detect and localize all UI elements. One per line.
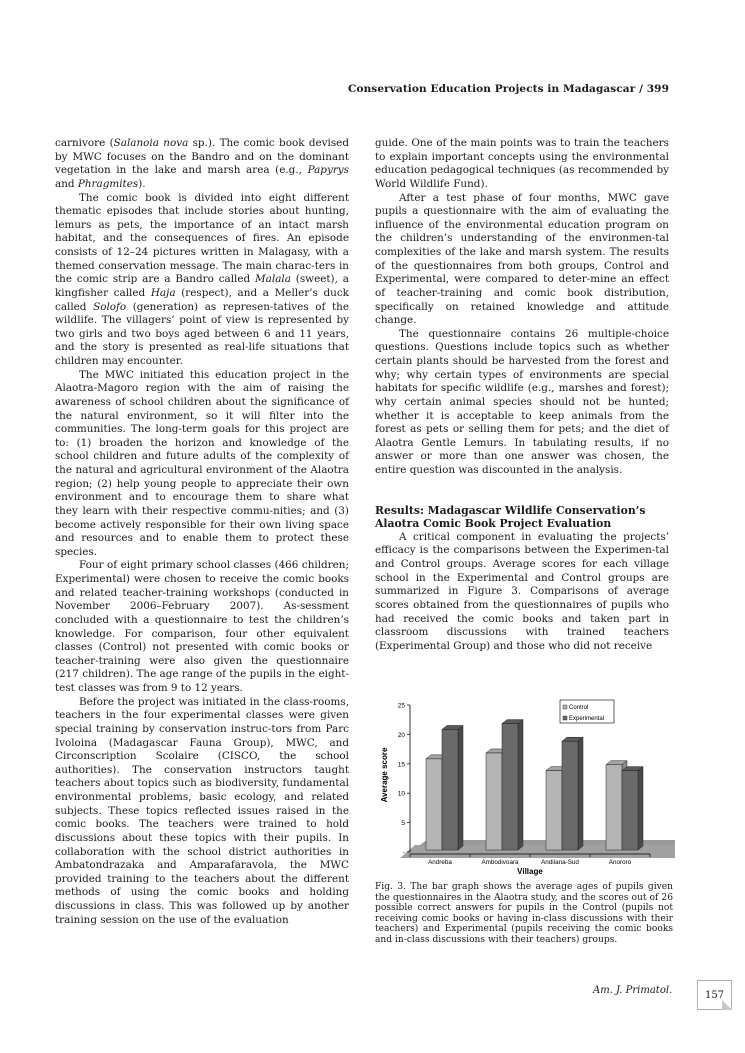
bar-experimental [562,741,578,850]
x-tick-label: Andilana-Sud [541,859,579,866]
right-column [375,137,669,653]
chart-canvas [375,697,675,879]
page-number-tab [697,980,732,1010]
paragraph: Before the project was initiated in the class-rooms, teachers in the four experimental classes were given special training by conservation instruc-tors from Parc Ivoloina (Madagascar Fauna Group), MWC, and Circonscription Scolaire (CISCO, the school authorities). The conservation instructors taught teachers about topics such as biodiversity, fundamental environmental problems, basic ecology, and related subjects. These topics reflected issues raised in the comic books. The teachers were trained to hold discussions about these topics with their pupils. In collaboration with the school district authorities in Ambatondrazaka and Amparafaravola, the MWC provided training to the teachers about the different methods of using the comic books and holding discussions in class. This was followed up by another training session on the use of the evaluation [55,695,349,926]
figure-caption: Fig. 3. The bar graph shows the average ages of pupils given the questionnaires in the Alaotra study, and the scores out of 26 possible correct answers for pupils in the Control (pupils not receiving comic books or having in-class discussions with their teachers) and Experimental (pupils receiving the comic books and in-class discussions with their teachers) groups. [375,882,673,945]
paragraph: Four of eight primary school classes (466 children; Experimental) were chosen to receive the comic books and related teacher-training workshops (conducted in November 2006–February 2007). As-sessment concluded with a questionnaire to test the children’s knowledge. For comparison, four other equivalent classes (Control) not presented with comic books or teacher-training were also given the questionnaire (217 children). The age range of the pupils in the eight-test classes was from 9 to 12 years. [55,559,349,694]
x-axis-label: Village [517,867,543,876]
running-head: Conservation Education Projects in Madagascar / 399 [348,83,669,95]
x-tick-label: Andreba [428,859,452,866]
y-tick-label: 20 [397,731,405,739]
y-tick-label: 10 [397,790,405,798]
bar-control [486,753,502,850]
paragraph: guide. One of the main points was to train the teachers to explain important concepts using the environmental education pedagogical techniques (as recommended by World Wildlife Fund). [375,137,669,190]
y-tick-label: 25 [397,702,405,710]
bar-experimental [502,724,518,850]
bar-control [606,765,622,850]
x-tick-label: Ambodivoara [481,859,519,866]
y-tick-label: 15 [397,761,405,769]
bar-experimental [442,729,458,850]
section-heading: Results: Madagascar Wildlife Conservation’s Alaotra Comic Book Project Evaluation [375,503,646,531]
y-axis-label: Average score [380,747,389,803]
legend-label: Control [569,705,589,711]
left-column [55,137,349,927]
paragraph: carnivore (Salanoia nova sp.). The comic book devised by MWC focuses on the Bandro and on the dominant vegetation in the lake and marsh area (e.g., Papyrys and Phragmites). [55,137,349,190]
bar-side [578,737,583,850]
bar-control [546,771,562,850]
bar-experimental [622,771,638,850]
paragraph: The comic book is divided into eight different thematic episodes that include stories about hunting, lemurs as pets, the importance of an intact marsh habitat, and the consequences of fires. An episode consists of 12–24 pictures written in Malagasy, with a themed conservation message. The main charac-ters in the comic strip are a Bandro called Malala (sweet), a kingfisher called Haja (respect), and a Meller’s duck called Solofo (generation) as represen-tatives of the wildlife. The villagers’ point of view is represented by two girls and two boys aged between 6 and 11 years, and the story is presented as real-life situations that children may encounter. [55,191,349,367]
bar-control [426,759,442,850]
legend-label: Experimental [569,716,605,722]
x-tick-label: Anororo [608,859,632,866]
legend-swatch [563,716,567,720]
journal-name: Am. J. Primatol. [593,985,673,996]
y-tick-label: - [402,849,405,857]
bar-side [458,725,463,850]
paragraph: A critical component in evaluating the projects’ efficacy is the comparisons between the Experimen-tal and Control groups. Average scores for each village school in the Experimental and Control groups are summarized in Figure 3. Comparisons of average scores obtained from the questionnaires of pupils who had received the comic books and taken part in classroom discussions with trained teachers (Experimental Group) and those who did not receive [375,530,669,652]
y-tick-label: 5 [401,820,405,828]
bar-side [518,720,523,850]
page-curl-icon [722,1000,732,1010]
paragraph: After a test phase of four months, MWC gave pupils a questionnaire with the aim of evaluating the influence of the environmental education program on the children’s understanding of the environmen-tal complexities of the lake and marsh system. The results of the questionnaires from both groups, Control and Experimental, were compared to deter-mine an effect of teacher-training and comic book distribution, specifically on retained knowledge and attitude change. [375,191,669,327]
legend-swatch [563,705,567,709]
page-number: 157 [704,990,725,1001]
paragraph: The questionnaire contains 26 multiple-choice questions. Questions include topics such as whether certain plants should be harvested from the forest and why; why certain types of environments are special habitats for specific wildlife (e.g., marshes and forest); why certain animal species should not be hunted; whether it is acceptable to keep animals from the forest as pets or selling them for pets; and the diet of Alaotra Gentle Lemurs. In tabulating results, if no answer or more than one answer was chosen, the entire question was discounted in the analysis. [375,327,669,476]
bar-chart-figure-3 [375,697,675,879]
paragraph: The MWC initiated this education project in the Alaotra-Magoro region with the aim of raising the awareness of school children about the significance of the natural environment, so it will filter into the communities. The long-term goals for this project are to: (1) broaden the horizon and knowledge of the school children and future adults of the complexity of the natural and agricultural environment of the Alaotra region; (2) help young people to appreciate their own environment and to encourage them to share what they learn with their respective commu-nities; and (3) become actively responsible for their own living space and resources and to enable them to protect these species. [55,368,349,558]
bar-side [638,767,643,850]
